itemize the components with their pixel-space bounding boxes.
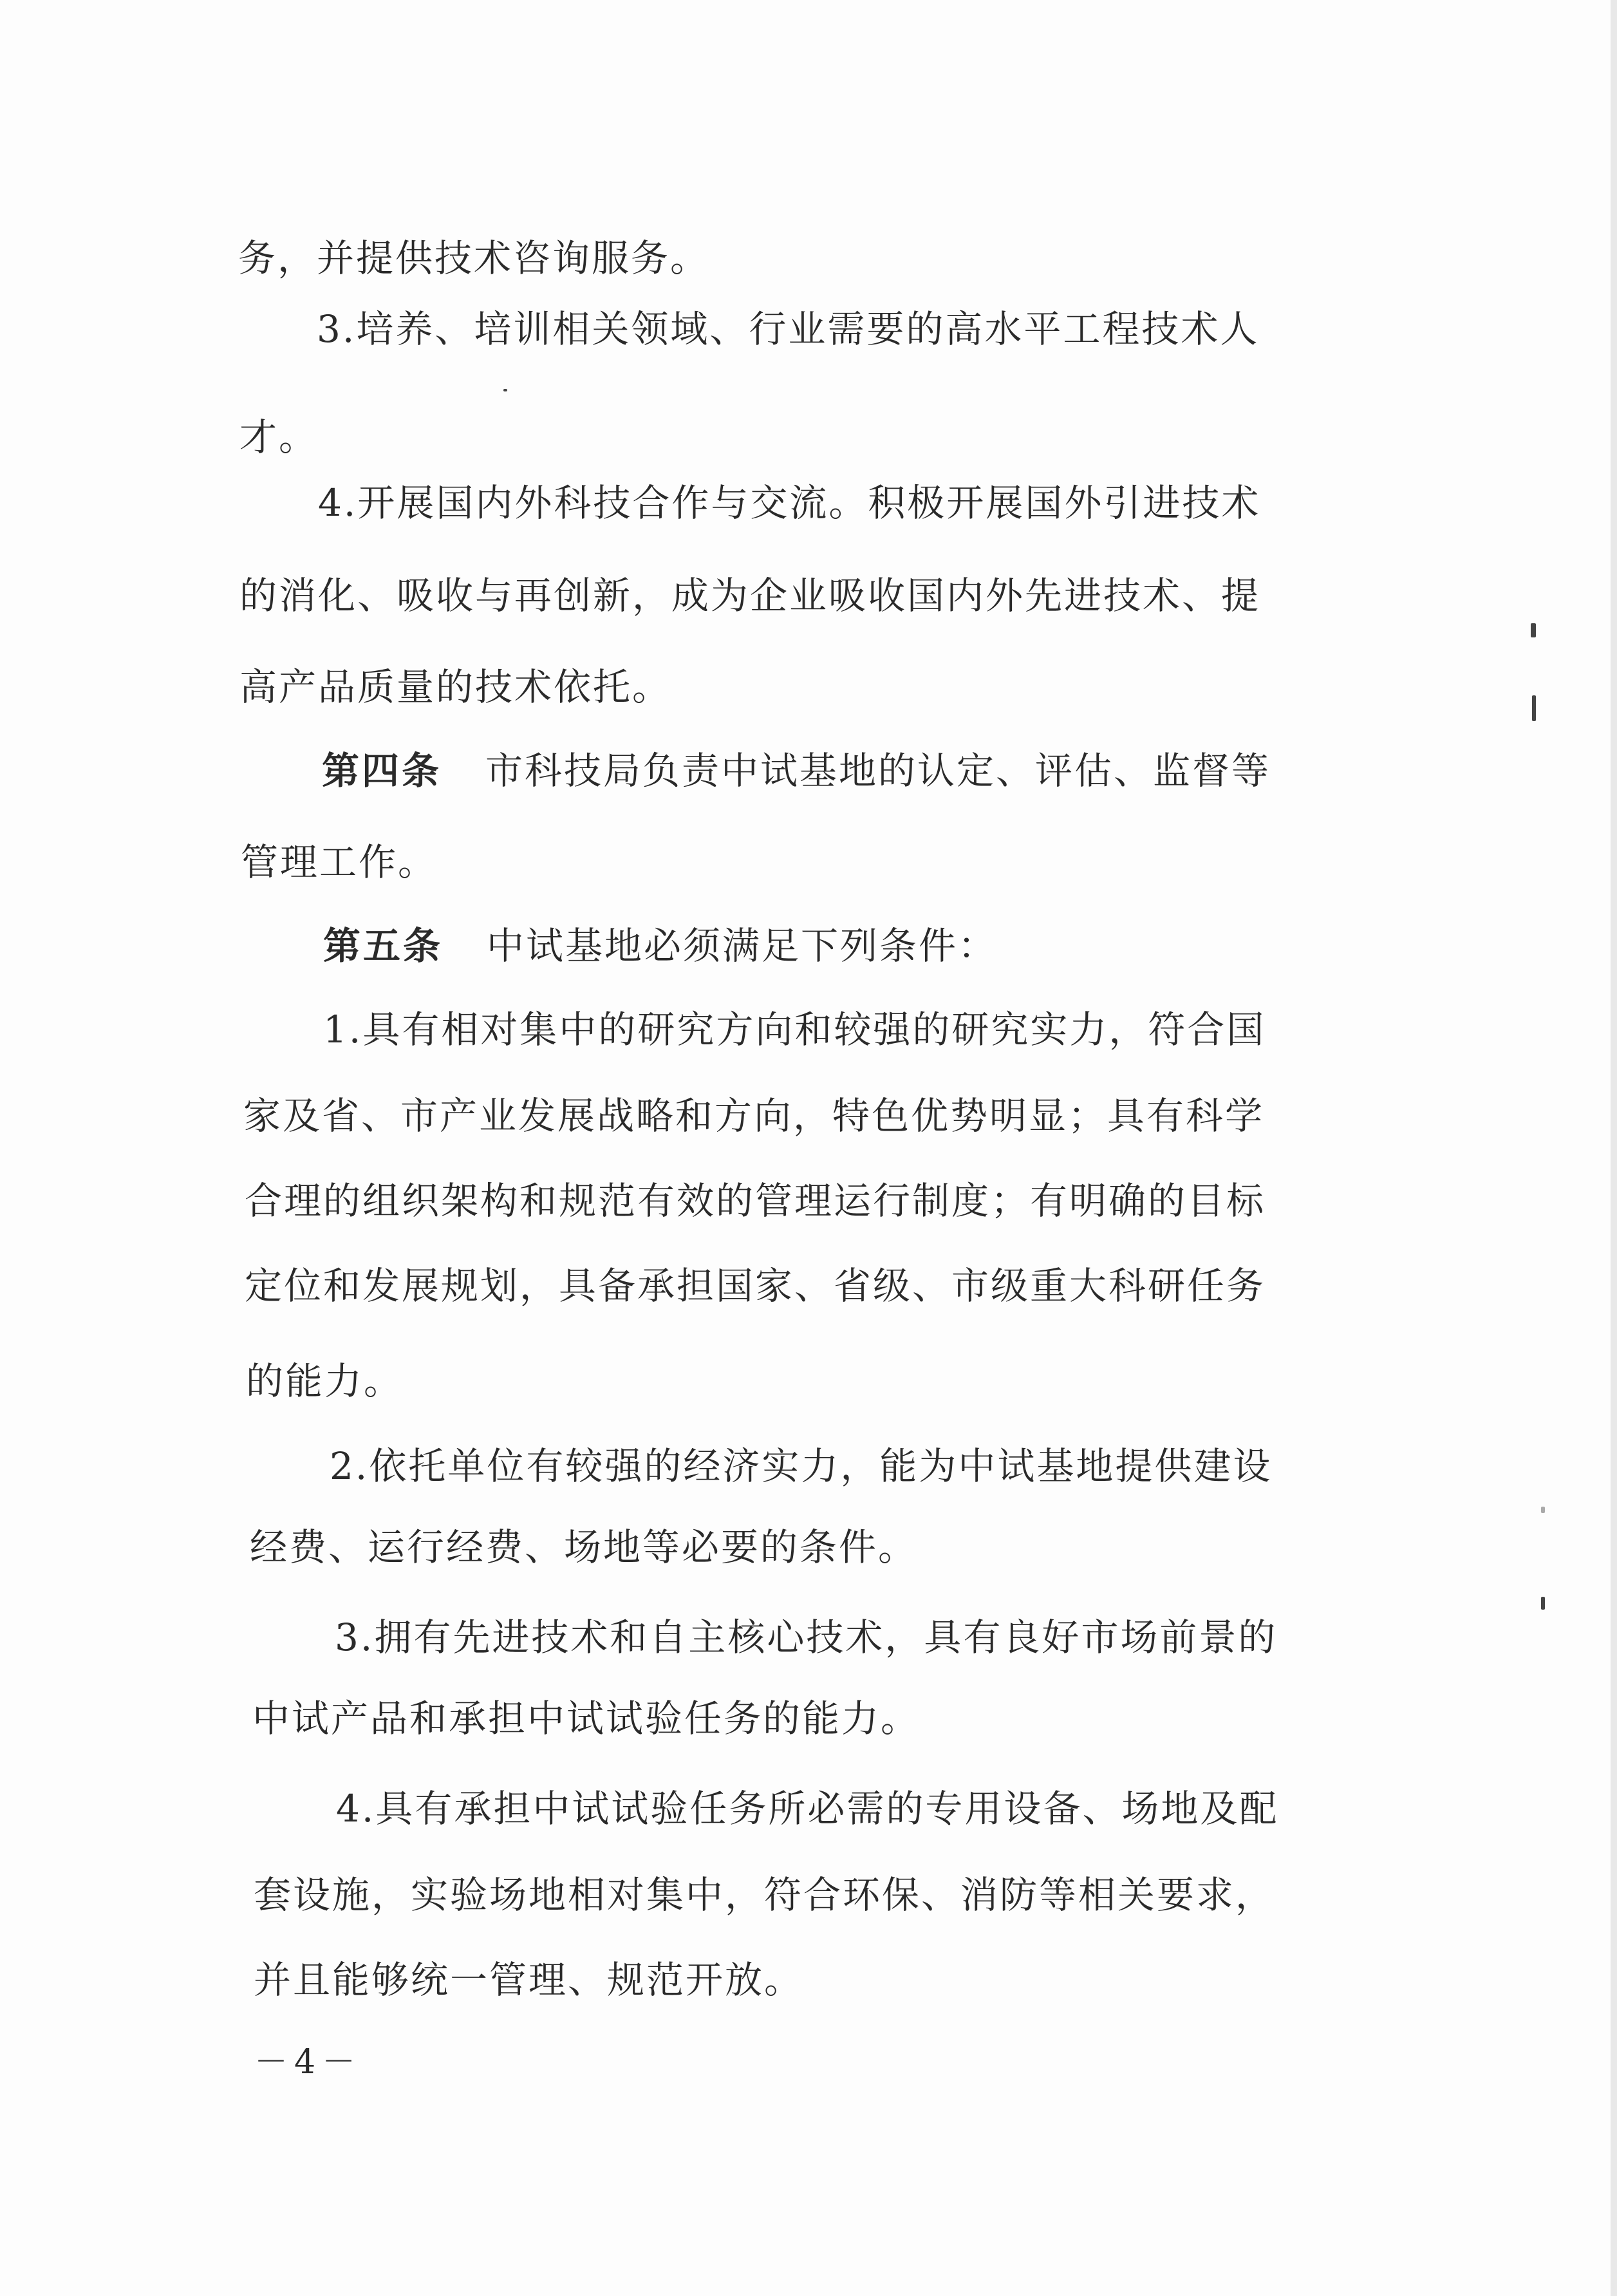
text-line: 并且能够统一管理、规范开放。: [254, 1958, 804, 2002]
text-line: 家及省、市产业发展战略和方向，特色优势明显；具有科学: [243, 1094, 1265, 1138]
text-line: 才。: [239, 415, 319, 459]
scan-mark: [503, 389, 507, 391]
scan-edge: [1611, 0, 1617, 2296]
page-number: －4－: [254, 2043, 362, 2082]
text-line: 的能力。: [246, 1359, 404, 1403]
scan-mark: [1541, 1597, 1545, 1610]
article-4-paragraph: 第四条 市科技局负责中试基地的认定、评估、监督等: [322, 749, 1271, 793]
text-line: 经费、运行经费、场地等必要的条件。: [250, 1525, 918, 1569]
text-line: 3.培养、培训相关领域、行业需要的高水平工程技术人: [317, 307, 1260, 351]
text-line: 管理工作。: [241, 840, 438, 884]
text-line: 高产品质量的技术依托。: [239, 665, 672, 709]
scan-mark: [1532, 695, 1536, 721]
text-line: 4.具有承担中试试验任务所必需的专用设备、场地及配: [336, 1787, 1279, 1830]
text-line: 1.具有相对集中的研究方向和较强的研究实力，符合国: [323, 1008, 1266, 1051]
scan-mark: [1541, 1507, 1545, 1513]
text-line: 4.开展国内外科技合作与交流。积极开展国外引进技术: [318, 481, 1261, 525]
text-line: 定位和发展规划，具备承担国家、省级、市级重大科研任务: [245, 1264, 1266, 1308]
text-line: 3.拥有先进技术和自主核心技术，具有良好市场前景的: [335, 1615, 1278, 1659]
article-4-heading: 第四条: [322, 749, 442, 793]
text-line: 套设施，实验场地相对集中，符合环保、消防等相关要求，: [254, 1873, 1275, 1917]
text-line: 中试产品和承担中试试验任务的能力。: [252, 1697, 921, 1740]
text-line: 务，并提供技术咨询服务。: [238, 236, 710, 280]
text-line: 2.依托单位有较强的经济实力，能为中试基地提供建设: [330, 1444, 1273, 1488]
text-line: 合理的组织架构和规范有效的管理运行制度；有明确的目标: [245, 1179, 1266, 1223]
article-5-heading: 第五条: [323, 924, 444, 968]
scan-mark: [1531, 623, 1536, 637]
article-5-paragraph: 第五条 中试基地必须满足下列条件：: [323, 924, 998, 968]
text-line: 的消化、吸收与再创新，成为企业吸收国内外先进技术、提: [239, 574, 1261, 617]
